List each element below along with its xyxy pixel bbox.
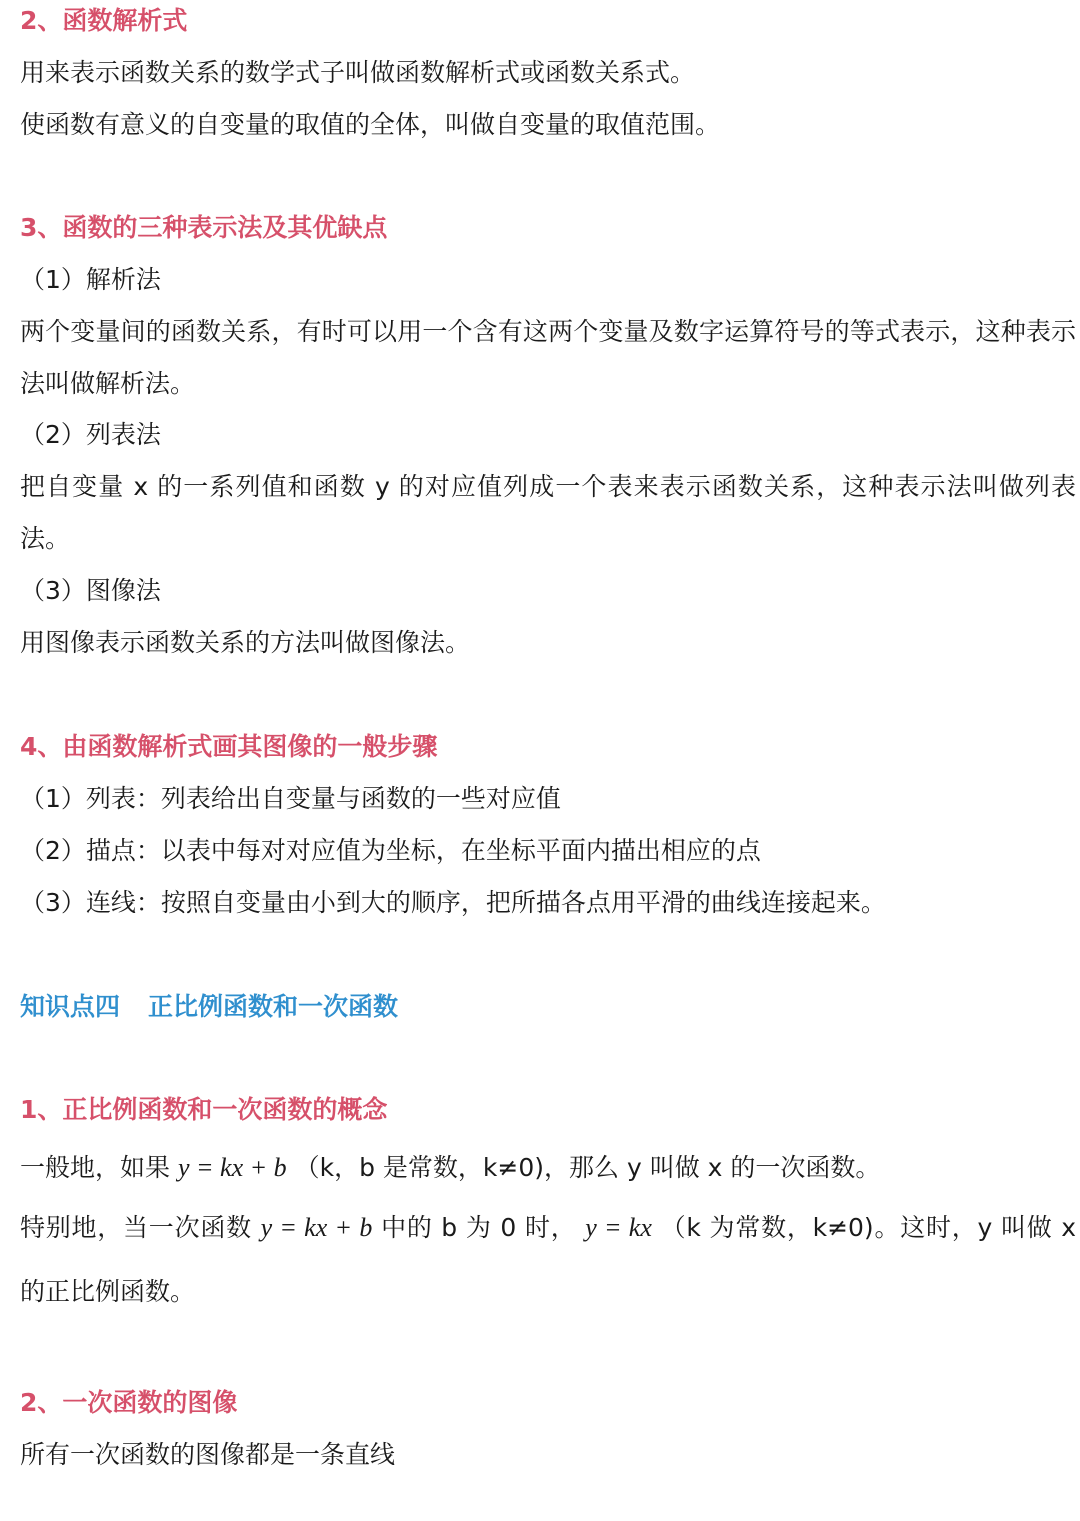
method-3-title: （3）图像法: [20, 576, 161, 605]
knowledge-point-heading: [20, 990, 1072, 1024]
knowledge-point-title: 正比例函数和一次函数: [148, 992, 399, 1021]
kp4-section-2-heading: 2、一次函数的图像: [20, 1388, 238, 1417]
linear-function-definition: [20, 1151, 1072, 1185]
proportional-text-3: （k 为常数，k≠0)。这时，y 叫做 x 的正比例函数。: [20, 1213, 1077, 1306]
knowledge-point-label: 知识点四: [20, 992, 121, 1021]
sec2-paragraph-2: 使函数有意义的自变量的取值的全体，叫做自变量的取值范围。: [20, 110, 721, 139]
formula-y-kx: y = kx: [585, 1213, 652, 1242]
section-4-heading: 4、由函数解析式画其图像的一般步骤: [20, 732, 438, 761]
step-1: （1）列表：列表给出自变量与函数的一些对应值: [20, 784, 561, 813]
kp4-section-1-heading: 1、正比例函数和一次函数的概念: [20, 1095, 388, 1124]
kp4-sec2-paragraph: 所有一次函数的图像都是一条直线: [20, 1440, 396, 1469]
formula-y-kx-b-2: y = kx + b: [260, 1213, 373, 1242]
step-2: （2）描点：以表中每对对应值为坐标，在坐标平面内描出相应的点: [20, 836, 761, 865]
section-3-heading: 3、函数的三种表示法及其优缺点: [20, 213, 388, 242]
method-2-title: （2）列表法: [20, 420, 161, 449]
section-2-heading: 2、函数解析式: [20, 6, 188, 35]
proportional-text-2: 中的 b 为 0 时，: [381, 1213, 577, 1242]
sec2-paragraph-1: 用来表示函数关系的数学式子叫做函数解析式或函数关系式。: [20, 58, 696, 87]
definition-text-1: 一般地，如果: [20, 1153, 171, 1182]
method-1-title: （1）解析法: [20, 265, 161, 294]
definition-text-2: （k，b 是常数，k≠0)，那么 y 叫做 x 的一次函数。: [294, 1153, 881, 1182]
proportional-text-1: 特别地，当一次函数: [20, 1213, 252, 1242]
method-3-body: 用图像表示函数关系的方法叫做图像法。: [20, 628, 471, 657]
method-2-body: 把自变量 x 的一系列值和函数 y 的对应值列成一个表来表示函数关系，这种表示法叫做列表法。: [20, 472, 1076, 553]
formula-y-kx-b: y = kx + b: [177, 1153, 287, 1182]
step-3: （3）连线：按照自变量由小到大的顺序，把所描各点用平滑的曲线连接起来。: [20, 888, 886, 917]
proportional-function-definition: [20, 1196, 1076, 1324]
method-1-body: 两个变量间的函数关系，有时可以用一个含有这两个变量及数字运算符号的等式表示，这种表示法叫做解析法。: [20, 317, 1076, 398]
